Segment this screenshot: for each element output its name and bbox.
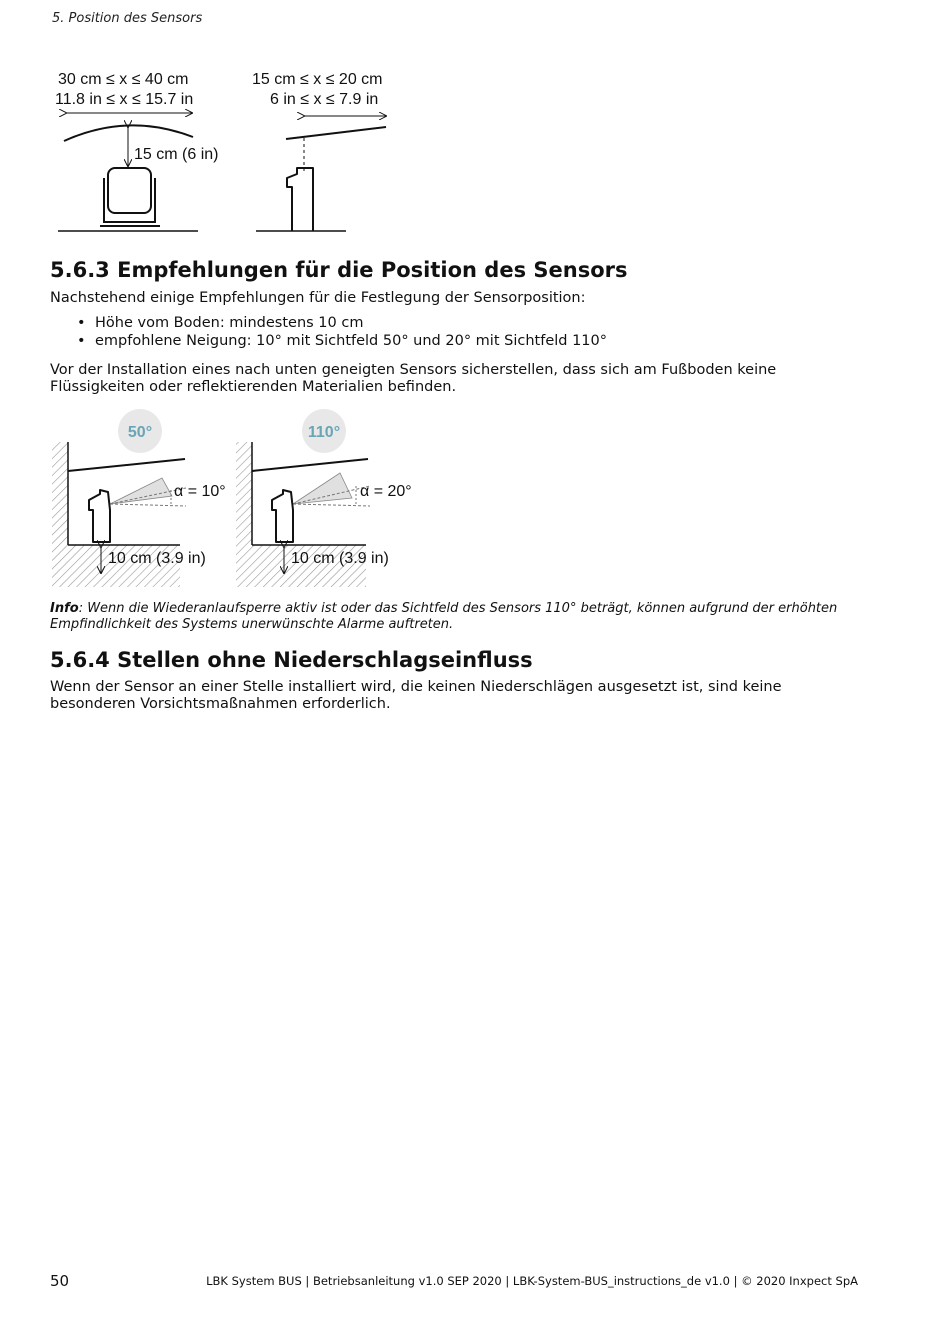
fov-110-angle-label: α = 20°	[360, 483, 412, 500]
section-5-6-3-paragraph-line1: Vor der Installation eines nach unten geneigten Sensors sicherstellen, dass sich am Fußboden keine	[50, 362, 777, 378]
list-item: • empfohlene Neigung: 10° mit Sichtfeld 50° und 20° mit Sichtfeld 110°	[77, 332, 607, 350]
fov-50-height-label: 10 cm (3.9 in)	[108, 550, 206, 567]
section-5-6-3-intro: Nachstehend einige Empfehlungen für die Festlegung der Sensorposition:	[50, 290, 586, 306]
recommendation-list	[77, 314, 607, 350]
running-header: 5. Position des Sensors	[52, 11, 203, 26]
fov-110-panel	[236, 409, 412, 587]
section-5-6-3-heading: 5.6.3 Empfehlungen für die Position des Sensors	[50, 258, 628, 282]
fov-110-height-label: 10 cm (3.9 in)	[291, 550, 389, 567]
fov-50-label: 50°	[127, 424, 153, 441]
info-text: : Wenn die Wiederanlaufsperre aktiv ist oder das Sichtfeld des Sensors 110° beträgt, können aufgrund der erhöhten Empfindlichkeit des Systems unerwünschte Alarme auftreten.	[50, 601, 838, 632]
right-range-in-label: 6 in ≤ x ≤ 7.9 in	[270, 91, 379, 108]
left-range-cm-label: 30 cm ≤ x ≤ 40 cm	[58, 71, 189, 88]
left-range-in-label: 11.8 in ≤ x ≤ 15.7 in	[55, 91, 194, 108]
section-5-6-4-heading: 5.6.4 Stellen ohne Niederschlagseinfluss	[50, 648, 533, 672]
left-height-label: 15 cm (6 in)	[134, 146, 219, 163]
right-sensor-icon	[287, 168, 313, 231]
section-5-6-4-line2: besonderen Vorsichtsmaßnahmen erforderlich.	[50, 696, 391, 712]
field-of-view-figure	[0, 400, 440, 595]
mounting-distance-figure	[0, 0, 450, 245]
section-5-6-3-paragraph-line2: Flüssigkeiten oder reflektierenden Materialien befinden.	[50, 379, 457, 395]
info-label: Info	[50, 601, 79, 616]
fov-50-panel	[52, 409, 226, 587]
fov-110-label: 110°	[307, 424, 341, 441]
page-number: 50	[50, 1272, 70, 1290]
info-note	[50, 601, 870, 633]
right-range-cm-label: 15 cm ≤ x ≤ 20 cm	[252, 71, 383, 88]
right-inclined-line	[286, 127, 386, 139]
list-item: • Höhe vom Boden: mindestens 10 cm	[77, 314, 607, 332]
left-sensor-icon	[100, 168, 160, 226]
footer-text: LBK System BUS | Betriebsanleitung v1.0 SEP 2020 | LBK-System-BUS_instructions_de v1.0 | © 2020 Inxpect SpA	[206, 1274, 858, 1288]
section-5-6-4-line1: Wenn der Sensor an einer Stelle installiert wird, die keinen Niederschlägen ausgesetzt ist, sind keine	[50, 679, 782, 695]
fov-50-angle-label: α = 10°	[174, 483, 226, 500]
